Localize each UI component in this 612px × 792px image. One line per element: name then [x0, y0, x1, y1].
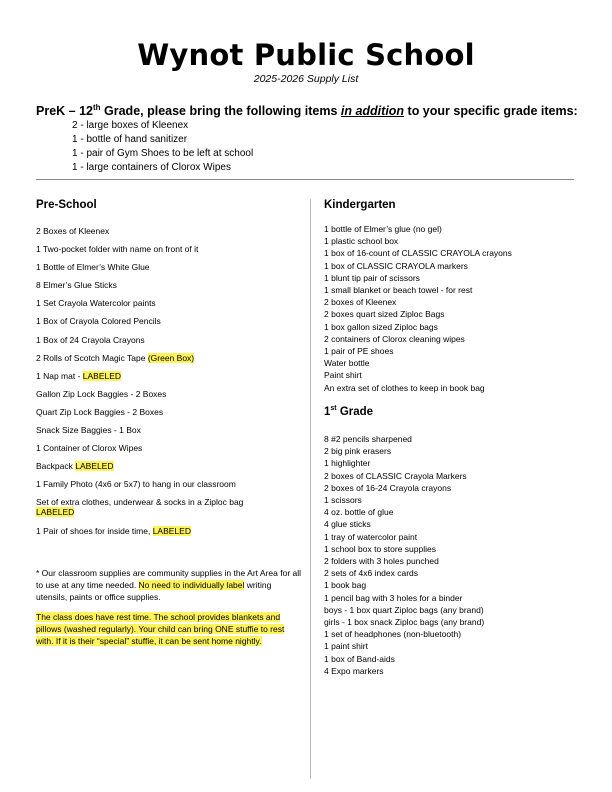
highlight-note: No need to individually label	[138, 580, 245, 590]
list-item: 1 blunt tip pair of scissors	[324, 272, 420, 283]
heading-number: 1	[324, 405, 331, 418]
note-text: writing utensils, paints or office supplies.	[36, 580, 272, 602]
heading-sup: st	[330, 405, 337, 412]
list-item: 2 big pink erasers	[324, 446, 392, 457]
list-item: 1 school box to store supplies	[324, 543, 436, 554]
list-item: 1 set of headphones (non-bluetooth)	[324, 629, 462, 640]
list-item: 1 tray of watercolor paint	[324, 531, 418, 542]
first-grade-list	[324, 433, 584, 677]
list-item: 2 boxes quart sized Ziploc Bags	[324, 309, 445, 320]
kindergarten-heading: Kindergarten	[324, 199, 396, 211]
list-item: 1 box gallon sized Ziploc bags	[324, 321, 438, 332]
list-item: Quart Zip Lock Baggies - 2 Boxes	[36, 406, 164, 417]
highlight-note: The class does have rest time. The school provides blankets and pillows (washed regularly). Your child can bring ONE stuffie to rest with. If it is their “special” stuffie, it can be sent home nightly.	[36, 612, 285, 646]
intro-heading-sup: th	[92, 103, 101, 112]
list-item: 1 Set Crayola Watercolor paints	[36, 298, 156, 309]
first-grade-heading	[324, 405, 373, 418]
list-item: boys - 1 box quart Ziploc bags (any brand)	[324, 604, 484, 615]
list-item: An extra set of clothes to keep in book bag	[324, 382, 485, 393]
list-item: 1 box of CLASSIC CRAYOLA markers	[324, 260, 468, 271]
column-divider	[310, 199, 311, 779]
intro-heading-mid: Grade, please bring the following items	[100, 104, 341, 119]
note-text: * Our classroom supplies are community supplies in the Art Area for all to use at any time needed.	[36, 568, 302, 590]
list-item: 1 - pair of Gym Shoes to be left at school	[72, 148, 254, 159]
list-item: Water bottle	[324, 358, 370, 369]
list-item: 1 plastic school box	[324, 236, 399, 247]
intro-heading-start: PreK – 12	[36, 104, 93, 119]
item-text: 1 Pair of shoes for inside time,	[36, 526, 153, 537]
intro-heading	[36, 103, 578, 118]
list-item: 2 folders with 3 holes punched	[324, 556, 439, 567]
list-item: girls - 1 box snack Ziploc bags (any brand)	[324, 617, 485, 628]
list-item	[36, 371, 304, 389]
list-item: 1 Box of 24 Crayola Crayons	[36, 334, 145, 345]
highlight-note: LABELED	[152, 526, 191, 537]
list-item: 4 oz. bottle of glue	[324, 507, 394, 518]
list-item: 8 Elmer’s Glue Sticks	[36, 280, 117, 291]
item-text: Backpack	[36, 461, 76, 472]
list-item: 4 Expo markers	[324, 665, 384, 676]
list-item: 1 small blanket or beach towel - for rest	[324, 285, 473, 296]
intro-heading-emphasis: in addition	[340, 104, 405, 119]
list-item: 2 boxes of Kleenex	[324, 297, 397, 308]
list-item: 1 pair of PE shoes	[324, 346, 394, 357]
list-item	[36, 497, 304, 526]
item-text: Set of extra clothes, underwear & socks in a Ziploc bag	[36, 497, 244, 508]
intro-list	[72, 119, 253, 175]
list-item: 1 Box of Crayola Colored Pencils	[36, 316, 161, 327]
list-item: 1 Bottle of Elmer’s White Glue	[36, 262, 150, 273]
list-item: 1 scissors	[324, 495, 362, 506]
list-item: 1 - bottle of hand sanitizer	[72, 134, 188, 145]
item-text: 2 Rolls of Scotch Magic Tape	[36, 352, 148, 363]
list-item: Paint shirt	[324, 370, 362, 381]
list-item: 1 - large containers of Clorox Wipes	[72, 162, 231, 173]
divider	[36, 179, 574, 180]
community-supplies-note	[36, 567, 302, 603]
list-item: 1 book bag	[324, 580, 367, 591]
list-item	[36, 353, 304, 371]
list-item: 1 highlighter	[324, 458, 371, 469]
list-item: 2 Boxes of Kleenex	[36, 226, 110, 236]
list-item: 4 glue sticks	[324, 519, 371, 530]
list-item	[36, 526, 304, 544]
list-item	[36, 461, 304, 479]
list-item: 1 Two-pocket folder with name on front of it	[36, 244, 199, 255]
list-item: 2 boxes of 16-24 Crayola crayons	[324, 482, 452, 493]
list-item: 1 box of 16-count of CLASSIC CRAYOLA crayons	[324, 248, 512, 259]
highlight-note: (Green Box)	[147, 352, 195, 363]
preschool-list	[36, 226, 304, 545]
rest-time-note	[36, 611, 302, 647]
list-item: 1 Container of Clorox Wipes	[36, 443, 143, 454]
list-item: Snack Size Baggies - 1 Box	[36, 425, 141, 436]
item-text: 1 Nap mat -	[36, 370, 83, 381]
kindergarten-list	[324, 223, 584, 394]
highlight-note: LABELED	[36, 507, 75, 518]
page-subtitle: 2025-2026 Supply List	[253, 73, 359, 85]
list-item: Gallon Zip Lock Baggies - 2 Boxes	[36, 388, 167, 399]
list-item: 2 boxes of CLASSIC Crayola Markers	[324, 470, 467, 481]
list-item: 2 containers of Clorox cleaning wipes	[324, 333, 465, 344]
list-item: 1 pencil bag with 3 holes for a binder	[324, 592, 463, 603]
list-item: 2 - large boxes of Kleenex	[72, 120, 189, 131]
list-item: 8 #2 pencils sharpened	[324, 434, 412, 444]
highlight-note: LABELED	[82, 370, 122, 381]
list-item: 1 bottle of Elmer’s glue (no gel)	[324, 224, 442, 234]
list-item: 1 paint shirt	[324, 641, 368, 652]
page-title: Wynot Public School	[137, 38, 475, 72]
intro-heading-end: to your specific grade items:	[404, 104, 578, 119]
highlight-note: LABELED	[75, 461, 114, 472]
heading-word: Grade	[336, 405, 374, 418]
list-item: 1 Family Photo (4x6 or 5x7) to hang in our classroom	[36, 479, 236, 490]
preschool-heading: Pre-School	[36, 199, 97, 211]
list-item: 1 box of Band-aids	[324, 653, 395, 664]
list-item: 2 sets of 4x6 index cards	[324, 568, 419, 579]
